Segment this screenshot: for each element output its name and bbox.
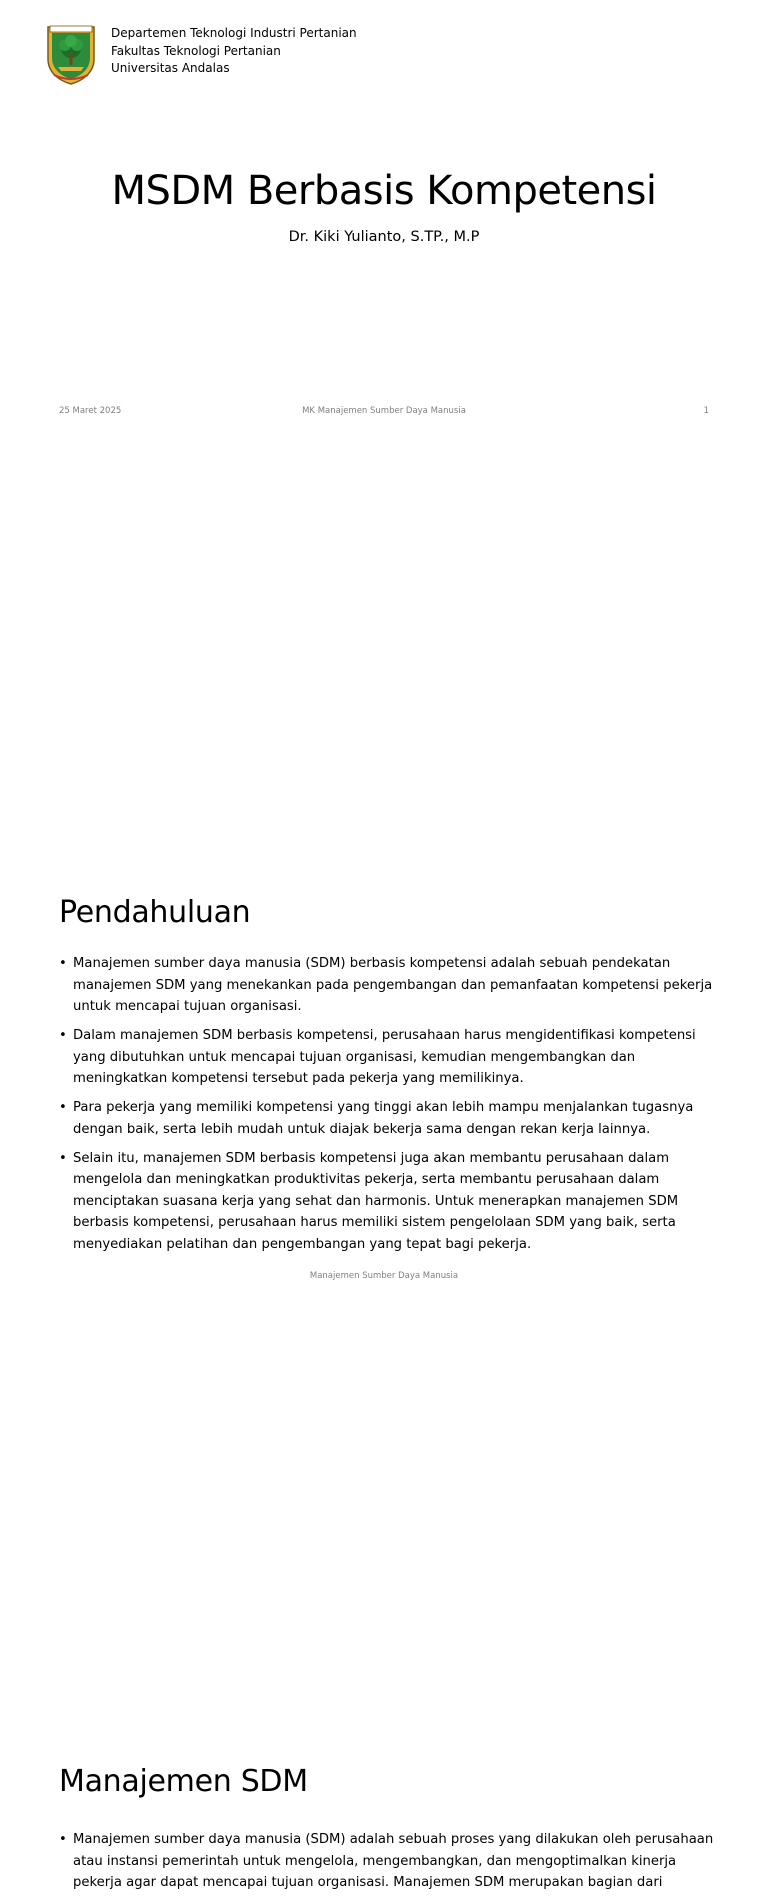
university-name: Universitas Andalas bbox=[111, 61, 230, 75]
bullet-list bbox=[59, 953, 719, 1263]
institution-block bbox=[111, 25, 357, 78]
bullet-item: • Manajemen sumber daya manusia (SDM) berbasis kompetensi adalah sebuah pendekatan manajemen SDM yang menekankan pada pengembangan dan pemanfaatan kompetensi pekerja untuk mencapai tujuan organisasi. bbox=[59, 953, 719, 1018]
bullet-item: • Para pekerja yang memiliki kompetensi yang tinggi akan lebih mampu menjalankan tugasnya dengan baik, serta lebih mudah untuk diajak bekerja sama dengan rekan kerja lainnya. bbox=[59, 1097, 719, 1140]
intro-slide bbox=[0, 432, 768, 1281]
author-name: Dr. Kiki Yulianto, S.TP., M.P bbox=[288, 229, 480, 245]
title-slide bbox=[0, 0, 768, 432]
slide-heading: Manajemen SDM bbox=[59, 1764, 308, 1799]
bullet-list bbox=[59, 1829, 719, 1901]
faculty-name: Fakultas Teknologi Pertanian bbox=[111, 43, 281, 58]
slide-number: 1 bbox=[703, 406, 709, 416]
slide-heading: Pendahuluan bbox=[59, 895, 251, 930]
slide-date: 25 Maret 2025 bbox=[59, 406, 122, 416]
university-emblem-icon bbox=[44, 23, 98, 85]
bullet-item: • Dalam manajemen SDM berbasis kompetensi, perusahaan harus mengidentifikasi kompetensi yang dibutuhkan untuk mencapai tujuan organisasi, kemudian mengembangkan dan meningkatkan kompetensi tersebut pada pekerja yang memilikinya. bbox=[59, 1025, 719, 1090]
bullet-item: • Selain itu, manajemen SDM berbasis kompetensi juga akan membantu perusahaan dalam mengelola dan meningkatkan produktivitas pekerja, serta membantu perusahaan dalam menciptakan suasana kerja yang sehat dan harmonis. Untuk menerapkan manajemen SDM berbasis kompetensi, perusahaan harus memiliki sistem pengelolaan SDM yang baik, serta menyediakan pelatihan dan pengembangan yang tepat bagi pekerja. bbox=[59, 1148, 719, 1256]
bullet-item: • Manajemen sumber daya manusia (SDM) adalah sebuah proses yang dilakukan oleh perusahaan atau instansi pemerintah untuk mengelola, mengembangkan, dan mengoptimalkan kinerja pekerja agar dapat mencapai tujuan organisasi. Manajemen SDM merupakan bagian dari bbox=[59, 1829, 719, 1894]
slide-footer-course: MK Manajemen Sumber Daya Manusia bbox=[302, 406, 466, 416]
slide-footer: Manajemen Sumber Daya Manusia bbox=[309, 1271, 459, 1281]
department-name: Departemen Teknologi Industri Pertanian bbox=[111, 26, 357, 40]
presentation-title: MSDM Berbasis Kompetensi bbox=[111, 168, 657, 214]
